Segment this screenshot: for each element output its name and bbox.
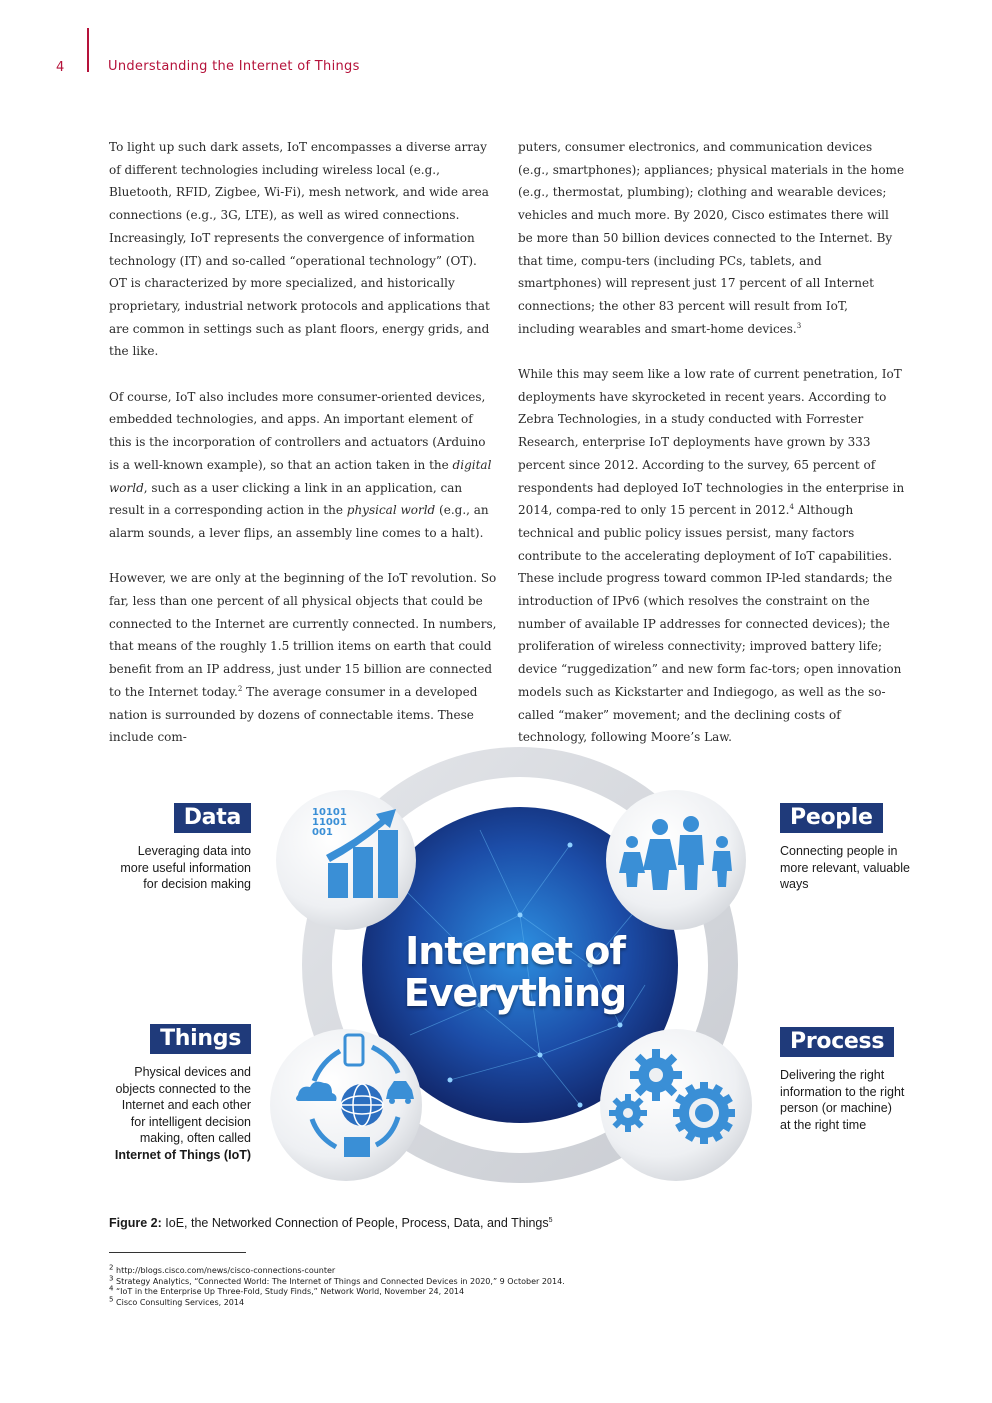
people-label [780, 803, 920, 893]
people-description: Connecting people in more relevant, valuable ways [780, 844, 910, 891]
binary-text: 11001 [312, 817, 347, 828]
footnote: $^2$ http://blogs.cisco.com/news/cisco-connections-counter [109, 1263, 336, 1275]
footnote: $^5$ Cisco Consulting Services, 2014 [109, 1294, 245, 1307]
footnote-ref[interactable]: 4 [789, 503, 794, 512]
footnote-ref[interactable]: 3 [796, 321, 802, 330]
emphasis: digital world [109, 457, 492, 495]
footnote-ref[interactable]: 2 [237, 684, 243, 693]
emphasis: physical world [346, 503, 436, 518]
header-divider [87, 28, 89, 72]
footnotes [109, 1263, 565, 1308]
paragraph: puters, consumer electronics, and communication devices (e.g., smartphones); appliances; physical materials in the home (e.g., thermostat, plumbing); clothing and wearable devices; vehicles and much more. By 2020, Cisco estimates there will be more than 50 billion devices connected to the Internet. By that time, compu-ters (including PCs, tablets, and smartphones) will represent just 17 percent of all Internet connections; the other 83 percent will result from IoT, including wearables and smart-home devices.$^3$ [518, 140, 905, 336]
center-title: Internet of Everything [403, 929, 627, 1015]
data-tag: Data [174, 803, 251, 833]
data-description: Leveraging data into more useful information for decision making [120, 844, 251, 891]
footnote: $^3$ Strategy Analytics, “Connected World: The Internet of Things and Connected Devices in 2020,” 9 October 2014. [109, 1273, 565, 1286]
left-column [109, 136, 497, 772]
page-header [0, 0, 992, 100]
process-description: Delivering the right information to the right person (or machine) at the right time [780, 1068, 905, 1132]
right-column [518, 136, 906, 772]
footnote-ref[interactable]: 5 [548, 1216, 553, 1224]
ioe-figure [100, 735, 910, 1205]
paragraph: Of course, IoT also includes more consumer-oriented devices, embedded technologies, and apps. An important element of this is the incorporation of controllers and actuators (Arduino is a well-known example), so that an action taken in the digital world, such as a user clicking a link in an application, can result in a corresponding action in the physical world (e.g., an alarm sounds, a lever flips, an assembly line comes to a halt). [109, 389, 492, 540]
things-description: Physical devices and objects connected to the Internet and each other for intelligent decision making, often called Internet of Things (IoT) [114, 1065, 251, 1162]
binary-text: 10101 [312, 807, 347, 818]
paragraph: To light up such dark assets, IoT encompasses a diverse array of different technologies including wireless local (e.g., Bluetooth, RFID, Zigbee, Wi-Fi), mesh network, and wide area connections (e.g., 3G, LTE), as well as wired connections. Increasingly, IoT represents the convergence of information technology (IT) and so-called “operational technology” (OT). OT is characterized by more specialized, and historically proprietary, industrial network protocols and applications that are common in settings such as plant floors, energy grids, and the like. [109, 140, 490, 359]
footnote-divider [109, 1252, 246, 1253]
caption-label: Figure 2: [109, 1216, 162, 1230]
binary-text: 001 [312, 827, 333, 838]
things-tag: Things [150, 1024, 251, 1054]
process-label [780, 1027, 920, 1133]
data-label [100, 803, 251, 893]
people-tag: People [780, 803, 883, 833]
footnote: $^4$ “IoT in the Enterprise Up Three-Fold, Study Finds,” Network World, November 24, 2014 [109, 1284, 465, 1296]
page-number: 4 [56, 60, 65, 75]
paragraph: While this may seem like a low rate of current penetration, IoT deployments have skyrocketed in recent years. According to Zebra Technologies, in a study conducted with Forrester Research, enterprise IoT deployments have grown by 333 percent since 2012. According to the survey, 65 percent of respondents had deployed IoT technologies in the enterprise in 2014, compa-red to only 15 percent in 2012.$^4$ Although technical and public policy issues persist, many factors contribute to the accelerating deployment of IoT capabilities. These include progress toward common IP-led standards; the introduction of IPv6 (which resolves the constraint on the number of available IP addresses for connected devices); the proliferation of wireless connectivity; improved battery life; device “ruggedization” and new form fac-tors; open innovation models such as Kickstarter and Indiegogo, as well as the so-called “maker” movement; and the declining costs of technology, following Moore’s Law. [518, 367, 905, 745]
things-label [100, 1024, 251, 1163]
running-title: Understanding the Internet of Things [108, 59, 360, 74]
paragraph: However, we are only at the beginning of the IoT revolution. So far, less than one percent of all physical objects that could be connected to the Internet are currently connected. In numbers, that means of the roughly 1.5 trillion items on earth that could benefit from an IP address, just under 15 billion are connected to the Internet today.$^2$ The average consumer in a developed nation is surrounded by dozens of connectable items. These include com- [109, 571, 497, 745]
process-tag: Process [780, 1027, 894, 1057]
figure-caption: Figure 2: IoE, the Networked Connection of People, Process, Data, and Things$^5$ [109, 1216, 553, 1230]
